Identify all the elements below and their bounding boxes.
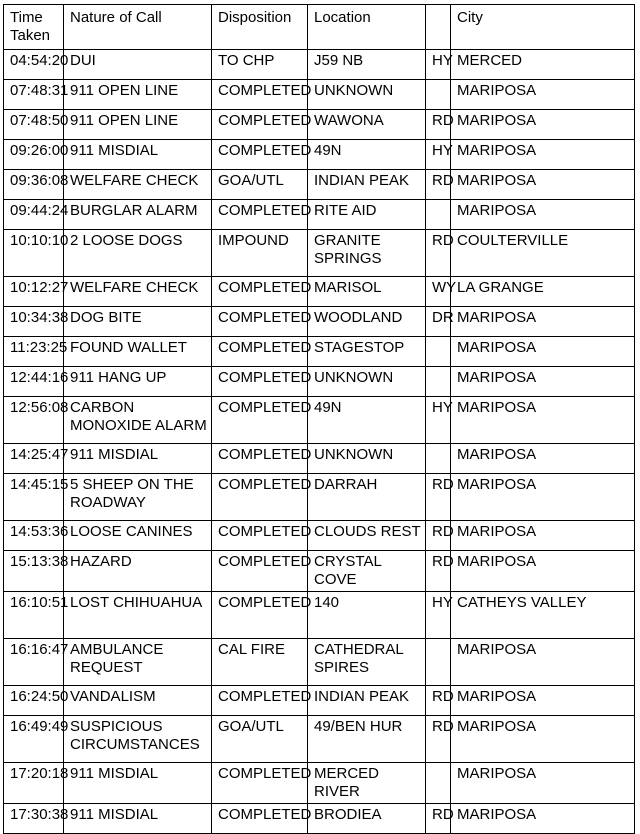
cell-city: MARIPOSA — [451, 639, 635, 686]
cell-nature: 911 HANG UP — [64, 367, 212, 397]
cell-disposition: COMPLETED — [212, 686, 308, 716]
table-row — [4, 686, 635, 716]
cell-time: 04:54:20 — [4, 50, 64, 80]
cell-time: 16:49:49 — [4, 716, 64, 763]
cell-nature: WELFARE CHECK — [64, 277, 212, 307]
cell-location: UNKNOWN — [308, 367, 426, 397]
cell-suffix: RD — [426, 521, 451, 551]
cell-time: 17:30:38 — [4, 804, 64, 834]
cell-time: 09:36:08 — [4, 170, 64, 200]
cell-city: MARIPOSA — [451, 763, 635, 804]
cell-location: WOODLAND — [308, 307, 426, 337]
cell-location: RITE AID — [308, 200, 426, 230]
table-row — [4, 474, 635, 521]
cell-suffix: DR — [426, 307, 451, 337]
cell-disposition: COMPLETED — [212, 397, 308, 444]
table-row — [4, 639, 635, 686]
cell-nature: LOOSE CANINES — [64, 521, 212, 551]
header-disposition: Disposition — [212, 5, 308, 50]
cell-city: MARIPOSA — [451, 521, 635, 551]
cell-disposition: COMPLETED — [212, 307, 308, 337]
table-row — [4, 170, 635, 200]
cell-disposition: COMPLETED — [212, 444, 308, 474]
cell-city: MARIPOSA — [451, 686, 635, 716]
cell-nature: 911 OPEN LINE — [64, 80, 212, 110]
cell-city: MARIPOSA — [451, 200, 635, 230]
cell-disposition: GOA/UTL — [212, 170, 308, 200]
cell-city: MARIPOSA — [451, 716, 635, 763]
header-city: City — [451, 5, 635, 50]
cell-disposition: COMPLETED — [212, 140, 308, 170]
cell-suffix — [426, 639, 451, 686]
cell-time: 14:25:47 — [4, 444, 64, 474]
cell-nature: BURGLAR ALARM — [64, 200, 212, 230]
cell-city: MERCED — [451, 50, 635, 80]
cell-location: INDIAN PEAK — [308, 686, 426, 716]
cell-time: 09:44:24 — [4, 200, 64, 230]
cell-suffix — [426, 80, 451, 110]
cell-location: 49N — [308, 140, 426, 170]
table-row — [4, 140, 635, 170]
cell-city: CATHEYS VALLEY — [451, 592, 635, 639]
cell-time: 16:24:50 — [4, 686, 64, 716]
cell-location: WAWONA — [308, 110, 426, 140]
cell-location: J59 NB — [308, 50, 426, 80]
cell-time: 14:45:15 — [4, 474, 64, 521]
table-row — [4, 80, 635, 110]
cell-nature: 911 MISDIAL — [64, 140, 212, 170]
table-row — [4, 521, 635, 551]
cell-nature: HAZARD — [64, 551, 212, 592]
cell-location: CATHEDRAL SPIRES — [308, 639, 426, 686]
cell-suffix: HY — [426, 50, 451, 80]
cell-disposition: COMPLETED — [212, 200, 308, 230]
cell-location: GRANITE SPRINGS — [308, 230, 426, 277]
cell-disposition: COMPLETED — [212, 763, 308, 804]
cell-suffix: RD — [426, 170, 451, 200]
table-row — [4, 200, 635, 230]
cell-location: CLOUDS REST — [308, 521, 426, 551]
table-row — [4, 551, 635, 592]
cell-city: COULTERVILLE — [451, 230, 635, 277]
cell-nature: 911 OPEN LINE — [64, 110, 212, 140]
cell-disposition: COMPLETED — [212, 110, 308, 140]
cell-location: 49/BEN HUR — [308, 716, 426, 763]
cell-disposition: IMPOUND — [212, 230, 308, 277]
cell-suffix — [426, 337, 451, 367]
call-log-table — [3, 4, 635, 834]
cell-nature: 911 MISDIAL — [64, 444, 212, 474]
table-row — [4, 444, 635, 474]
table-body — [4, 50, 635, 834]
cell-nature: SUSPICIOUS CIRCUMSTANCES — [64, 716, 212, 763]
table-row — [4, 716, 635, 763]
table-row — [4, 367, 635, 397]
cell-suffix: HY — [426, 397, 451, 444]
cell-disposition: CAL FIRE — [212, 639, 308, 686]
cell-time: 07:48:50 — [4, 110, 64, 140]
header-location: Location — [308, 5, 426, 50]
cell-nature: 2 LOOSE DOGS — [64, 230, 212, 277]
cell-city: MARIPOSA — [451, 307, 635, 337]
table-row — [4, 337, 635, 367]
cell-nature: DOG BITE — [64, 307, 212, 337]
cell-nature: DUI — [64, 50, 212, 80]
table-row — [4, 110, 635, 140]
cell-location: 49N — [308, 397, 426, 444]
cell-disposition: TO CHP — [212, 50, 308, 80]
cell-time: 10:10:10 — [4, 230, 64, 277]
cell-suffix: RD — [426, 716, 451, 763]
cell-suffix: RD — [426, 110, 451, 140]
cell-nature: VANDALISM — [64, 686, 212, 716]
table-row — [4, 763, 635, 804]
table-row — [4, 592, 635, 639]
cell-location: CRYSTAL COVE — [308, 551, 426, 592]
cell-city: MARIPOSA — [451, 367, 635, 397]
cell-nature: FOUND WALLET — [64, 337, 212, 367]
cell-nature: AMBULANCE REQUEST — [64, 639, 212, 686]
cell-city: MARIPOSA — [451, 110, 635, 140]
cell-suffix — [426, 763, 451, 804]
cell-location: STAGESTOP — [308, 337, 426, 367]
cell-time: 07:48:31 — [4, 80, 64, 110]
cell-city: MARIPOSA — [451, 337, 635, 367]
cell-time: 10:12:27 — [4, 277, 64, 307]
cell-nature: 911 MISDIAL — [64, 804, 212, 834]
cell-city: MARIPOSA — [451, 444, 635, 474]
cell-disposition: COMPLETED — [212, 367, 308, 397]
cell-disposition: COMPLETED — [212, 551, 308, 592]
table-row — [4, 804, 635, 834]
cell-city: MARIPOSA — [451, 140, 635, 170]
cell-disposition: COMPLETED — [212, 80, 308, 110]
table-row — [4, 307, 635, 337]
table-row — [4, 397, 635, 444]
cell-disposition: GOA/UTL — [212, 716, 308, 763]
cell-nature: 911 MISDIAL — [64, 763, 212, 804]
cell-time: 10:34:38 — [4, 307, 64, 337]
table-row — [4, 277, 635, 307]
cell-city: MARIPOSA — [451, 474, 635, 521]
cell-city: MARIPOSA — [451, 80, 635, 110]
cell-location: UNKNOWN — [308, 444, 426, 474]
cell-suffix: RD — [426, 804, 451, 834]
cell-disposition: COMPLETED — [212, 804, 308, 834]
header-nature: Nature of Call — [64, 5, 212, 50]
table-header-row — [4, 5, 635, 50]
cell-time: 12:44:16 — [4, 367, 64, 397]
cell-suffix: RD — [426, 686, 451, 716]
cell-time: 16:16:47 — [4, 639, 64, 686]
cell-suffix: RD — [426, 474, 451, 521]
header-time: Time Taken — [4, 5, 64, 50]
cell-location: MERCED RIVER — [308, 763, 426, 804]
cell-time: 16:10:51 — [4, 592, 64, 639]
table-row — [4, 230, 635, 277]
cell-nature: LOST CHIHUAHUA — [64, 592, 212, 639]
cell-city: MARIPOSA — [451, 397, 635, 444]
cell-city: LA GRANGE — [451, 277, 635, 307]
cell-disposition: COMPLETED — [212, 521, 308, 551]
cell-location: BRODIEA — [308, 804, 426, 834]
cell-nature: 5 SHEEP ON THE ROADWAY — [64, 474, 212, 521]
cell-suffix: HY — [426, 592, 451, 639]
cell-nature: WELFARE CHECK — [64, 170, 212, 200]
cell-city: MARIPOSA — [451, 170, 635, 200]
cell-nature: CARBON MONOXIDE ALARM — [64, 397, 212, 444]
header-suffix — [426, 5, 451, 50]
cell-time: 09:26:00 — [4, 140, 64, 170]
cell-time: 15:13:38 — [4, 551, 64, 592]
cell-suffix — [426, 367, 451, 397]
cell-disposition: COMPLETED — [212, 474, 308, 521]
cell-city: MARIPOSA — [451, 551, 635, 592]
cell-time: 17:20:18 — [4, 763, 64, 804]
cell-disposition: COMPLETED — [212, 592, 308, 639]
cell-time: 12:56:08 — [4, 397, 64, 444]
cell-disposition: COMPLETED — [212, 277, 308, 307]
cell-city: MARIPOSA — [451, 804, 635, 834]
cell-suffix: HY — [426, 140, 451, 170]
cell-time: 11:23:25 — [4, 337, 64, 367]
cell-suffix: WY — [426, 277, 451, 307]
cell-time: 14:53:36 — [4, 521, 64, 551]
cell-location: 140 — [308, 592, 426, 639]
cell-suffix: RD — [426, 230, 451, 277]
cell-suffix — [426, 444, 451, 474]
cell-location: DARRAH — [308, 474, 426, 521]
cell-suffix: RD — [426, 551, 451, 592]
cell-location: UNKNOWN — [308, 80, 426, 110]
cell-location: INDIAN PEAK — [308, 170, 426, 200]
cell-location: MARISOL — [308, 277, 426, 307]
table-row — [4, 50, 635, 80]
cell-disposition: COMPLETED — [212, 337, 308, 367]
cell-suffix — [426, 200, 451, 230]
